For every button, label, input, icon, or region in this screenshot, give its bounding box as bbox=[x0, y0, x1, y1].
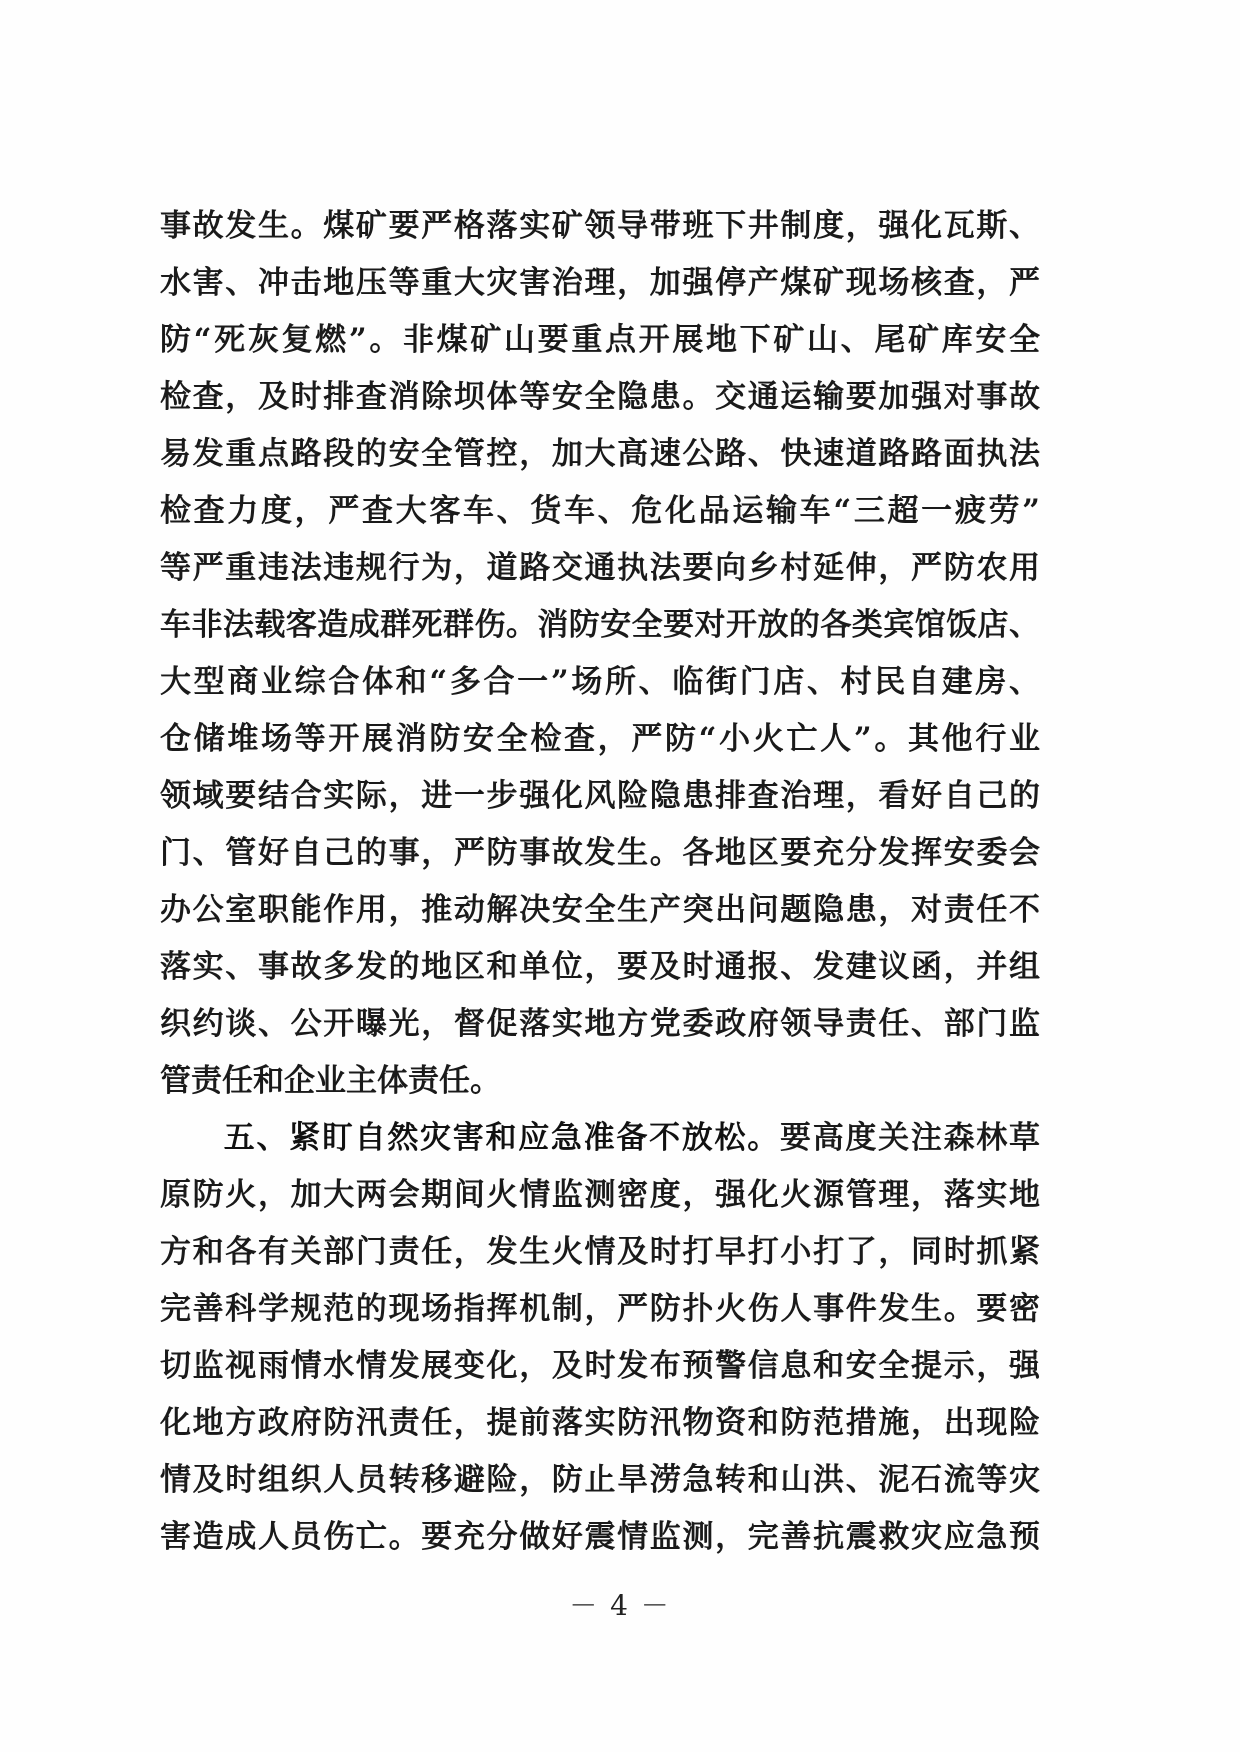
text-line: 仓储堆场等开展消防安全检查，严防“小火亡人”。其他行业 bbox=[160, 721, 1040, 757]
text-line: 完善科学规范的现场指挥机制，严防扑火伤人事件发生。要密 bbox=[160, 1291, 1040, 1327]
text-line: 化地方政府防汛责任，提前落实防汛物资和防范措施，出现险 bbox=[160, 1405, 1040, 1441]
text-line: 办公室职能作用，推动解决安全生产突出问题隐患，对责任不 bbox=[160, 892, 1040, 928]
section-heading: 五、紧盯自然灾害和应急准备不放松。 bbox=[222, 1120, 780, 1156]
text-line: 领域要结合实际，进一步强化风险隐患排查治理，看好自己的 bbox=[160, 778, 1040, 814]
section-first-line bbox=[160, 1110, 1040, 1167]
text-line: 方和各有关部门责任，发生火情及时打早打小打了，同时抓紧 bbox=[160, 1234, 1040, 1270]
text-line: 等严重违法违规行为，道路交通执法要向乡村延伸，严防农用 bbox=[160, 550, 1040, 586]
text-line: 大型商业综合体和“多合一”场所、临街门店、村民自建房、 bbox=[160, 664, 1040, 700]
text-line: 情及时组织人员转移避险，防止旱涝急转和山洪、泥石流等灾 bbox=[160, 1462, 1040, 1498]
page-number: － 4 － bbox=[569, 1589, 671, 1622]
text-line: 检查力度，严查大客车、货车、危化品运输车“三超一疲劳” bbox=[160, 493, 1040, 529]
text-line: 切监视雨情水情发展变化，及时发布预警信息和安全提示，强 bbox=[160, 1348, 1040, 1384]
text-line: 事故发生。煤矿要严格落实矿领导带班下井制度，强化瓦斯、 bbox=[160, 208, 1040, 244]
text-line: 防“死灰复燃”。非煤矿山要重点开展地下矿山、尾矿库安全 bbox=[160, 322, 1040, 358]
section-first-line-text: 要高度关注森林草 bbox=[779, 1120, 1040, 1156]
text-line: 门、管好自己的事，严防事故发生。各地区要充分发挥安委会 bbox=[160, 835, 1040, 871]
text-line: 管责任和企业主体责任。 bbox=[160, 1063, 501, 1099]
body-text bbox=[160, 198, 1040, 1566]
text-line: 易发重点路段的安全管控，加大高速公路、快速道路路面执法 bbox=[160, 436, 1040, 472]
text-line: 落实、事故多发的地区和单位，要及时通报、发建议函，并组 bbox=[160, 949, 1040, 985]
text-line: 车非法载客造成群死群伤。消防安全要对开放的各类宾馆饭店、 bbox=[160, 607, 1040, 643]
text-line: 水害、冲击地压等重大灾害治理，加强停产煤矿现场核查，严 bbox=[160, 265, 1040, 301]
text-line: 织约谈、公开曝光，督促落实地方党委政府领导责任、部门监 bbox=[160, 1006, 1040, 1042]
text-line: 原防火，加大两会期间火情监测密度，强化火源管理，落实地 bbox=[160, 1177, 1040, 1213]
text-line: 检查，及时排查消除坝体等安全隐患。交通运输要加强对事故 bbox=[160, 379, 1040, 415]
text-line: 害造成人员伤亡。要充分做好震情监测，完善抗震救灾应急预 bbox=[160, 1519, 1040, 1555]
